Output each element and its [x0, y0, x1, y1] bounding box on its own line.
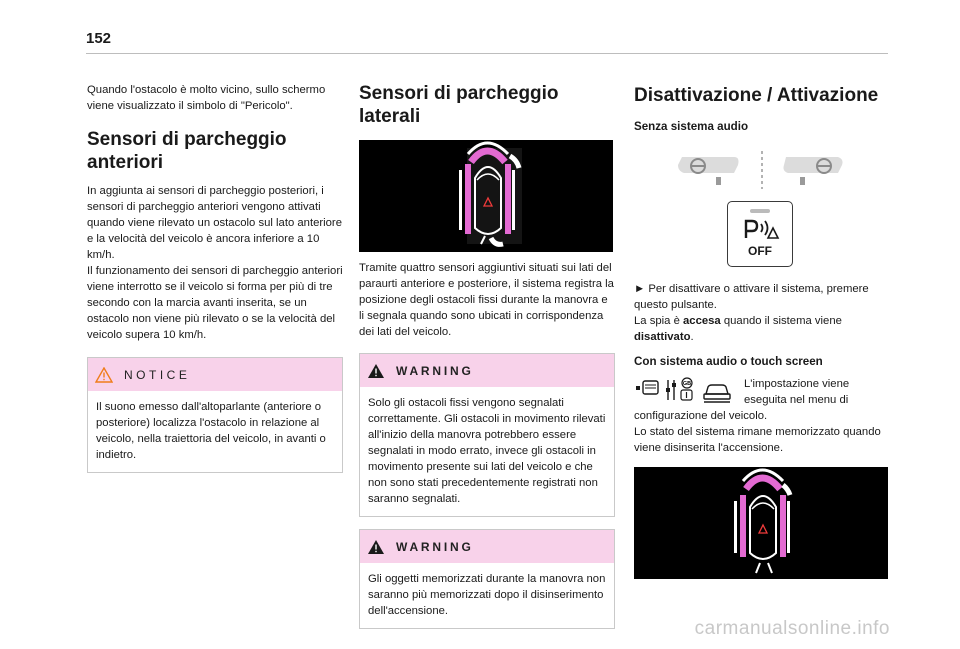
- menu-instruction: L'impostazione viene eseguita nel menu di: [744, 378, 850, 406]
- notice-header: NOTICE: [88, 358, 342, 391]
- memory-state-para: Lo stato del sistema rimane memorizzato quando viene disinserita l'accensione.: [634, 426, 881, 454]
- warning-header-1: WARNING: [360, 354, 614, 387]
- touchscreen-display-image: [634, 467, 888, 579]
- heading-deactivation: Disattivazione / Attivazione: [634, 85, 879, 106]
- gb-badge-text: GB: [682, 381, 692, 388]
- warning-header-2: WARNING: [360, 530, 614, 563]
- notice-body: Il suono emesso dall'altoparlante (anteriore o posteriore) localizza l'ostacolo in relazione al veicolo, nella traiettoria del veicolo, in avanti o indietro.: [96, 401, 326, 461]
- top-divider: [86, 53, 888, 54]
- front-sensors-para1: In aggiunta ai sensori di parcheggio posteriori, i sensori di parcheggio anteriori vengono attivati quando viene rilevato un ostacolo sul lato anteriore e la velocità del veicolo è ancora inferiore a 10 km/h.: [87, 185, 342, 261]
- car-top-view-illustration: [359, 140, 613, 252]
- notice-box: [87, 357, 343, 473]
- menu-icons-row: [634, 376, 890, 408]
- car-settings-icon: [704, 385, 730, 402]
- page-number: 152: [86, 30, 112, 47]
- column-2: [359, 82, 615, 629]
- subheading-no-audio: Senza sistema audio: [634, 120, 749, 133]
- off-label: OFF: [748, 244, 772, 258]
- warning-body-2: Gli oggetti memorizzati durante la manovra non saranno più memorizzati dopo il disinserimento dell'accensione.: [368, 573, 606, 617]
- heading-front-sensors: Sensori di parcheggio anteriori: [87, 129, 287, 173]
- subheading-audio-touchscreen: Con sistema audio o touch screen: [634, 355, 823, 368]
- warning-triangle-icon: [367, 363, 385, 379]
- menu-instruction-rest: configurazione del veicolo.: [634, 410, 768, 422]
- column-3: [634, 82, 890, 579]
- vehicle-menu-icon: [636, 381, 658, 394]
- warning-box-1: [359, 353, 615, 517]
- park-sensor-off-button[interactable]: [727, 201, 793, 267]
- column-1: [87, 82, 343, 473]
- warning-box-2: [359, 529, 615, 629]
- menu-path-icons: [634, 376, 740, 406]
- intro-text: Quando l'ostacolo è molto vicino, sullo schermo viene visualizzato il simbolo di "Pericolo".: [87, 84, 326, 112]
- side-sensors-display-image: [359, 140, 613, 252]
- indicator-light: [750, 209, 770, 213]
- warning-body-1: Solo gli ostacoli fissi vengono segnalati correttamente. Gli ostacoli in movimento rilevati all'inizio della manovra potrebbero essere segnalati in modo errato, invece gli ostacoli in movimento presente sui lati del veicolo e che non sono stati precedentemente registrati non saranno segnalati.: [368, 397, 606, 505]
- notice-warning-icon: [95, 367, 113, 383]
- deactivation-para1: ► Per disattivare o attivare il sistema, premere questo pulsante.: [634, 283, 869, 311]
- parking-sensor-icon: [740, 218, 780, 240]
- car-top-view-illustration-2: [634, 467, 888, 579]
- side-sensors-para1: Tramite quattro sensori aggiuntivi situati sui lati del paraurti anteriore e posteriore, il sistema registra la posizione degli ostacoli fissi durante la manovra e li segnala quando sono ubicati in corrispondenza dei lati del veicolo.: [359, 262, 614, 338]
- dashboard-location-illustration: [634, 147, 888, 191]
- warning-triangle-icon: [367, 539, 385, 555]
- heading-side-sensors: Sensori di parcheggio laterali: [359, 83, 559, 127]
- watermark: carmanualsonline.info: [694, 618, 890, 639]
- deactivation-para2: La spia è accesa quando il sistema viene disattivato.: [634, 315, 842, 343]
- front-sensors-para2: Il funzionamento dei sensori di parcheggio anteriori viene interrotto se il veicolo si forma per più di tre secondo con la marcia avanti inserita, se un ostacolo non viene più rilevato o se la velocità del veicolo supera 10 km/h.: [87, 265, 343, 341]
